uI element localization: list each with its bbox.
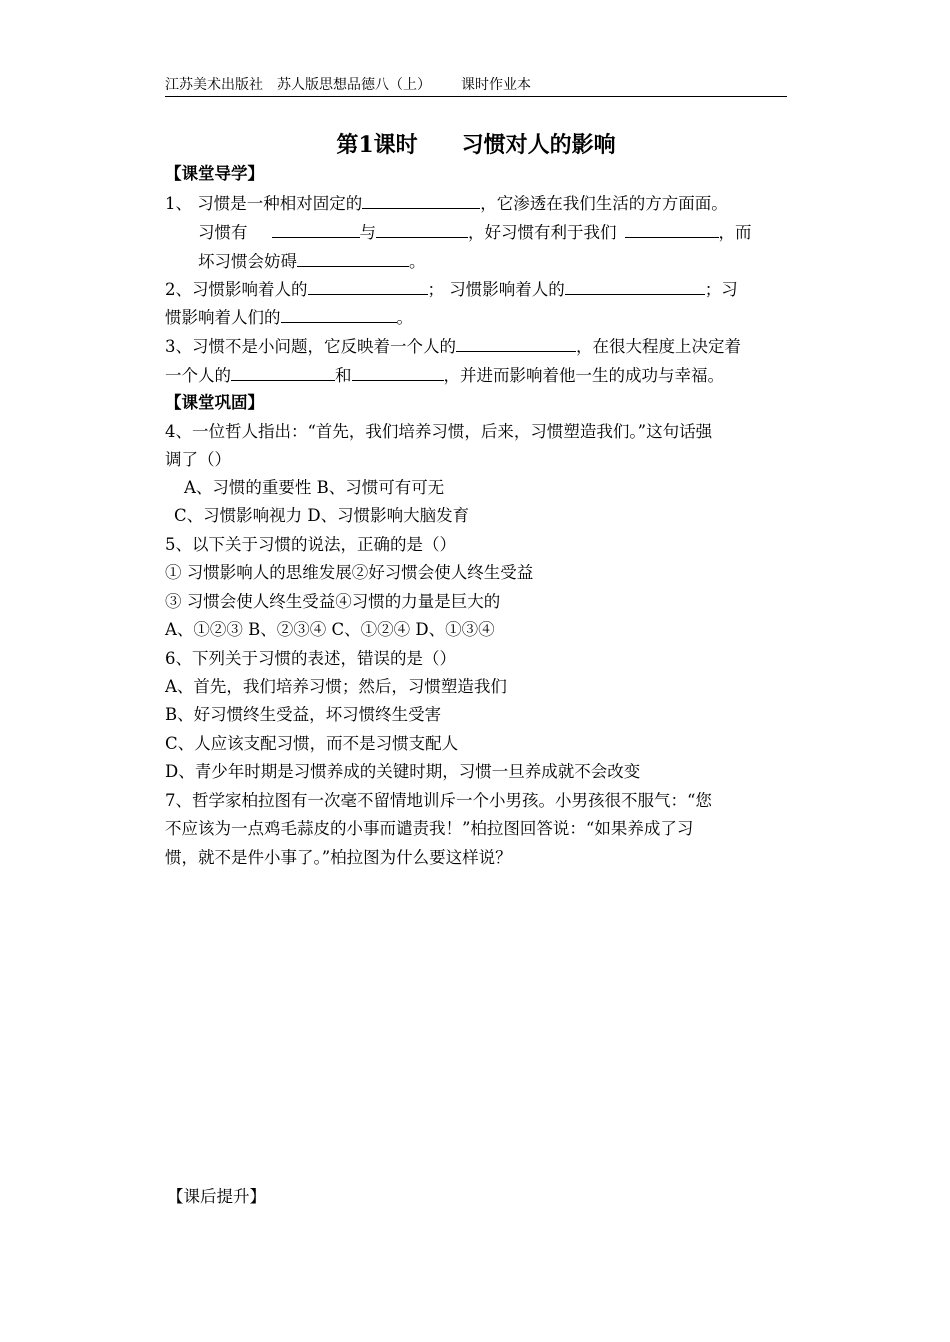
q1-text-g: 坏习惯会妨碍 bbox=[198, 252, 297, 271]
fill-blank[interactable] bbox=[308, 278, 428, 295]
fill-blank[interactable] bbox=[456, 335, 576, 352]
question-6-option-d: D、青少年时期是习惯养成的关键时期，习惯一旦养成就不会改变 bbox=[165, 762, 641, 781]
question-3-line-2 bbox=[165, 364, 791, 387]
section-consolidate: 【课堂巩固】 bbox=[165, 393, 264, 412]
lesson-number: 第1课时 bbox=[336, 132, 418, 158]
q1-text-c: 习惯有 bbox=[198, 223, 248, 242]
question-7-line-1: 7、哲学家柏拉图有一次毫不留情地训斥一个小男孩。小男孩很不服气：“您 bbox=[165, 791, 712, 810]
question-7-line-2: 不应该为一点鸡毛蒜皮的小事而谴责我！”柏拉图回答说：“如果养成了习 bbox=[165, 819, 694, 838]
header-series: 课时作业本 bbox=[461, 77, 531, 93]
question-4-line-1: 4、一位哲人指出：“首先，我们培养习惯，后来，习惯塑造我们。”这句话强 bbox=[165, 422, 713, 441]
fill-blank[interactable] bbox=[231, 364, 335, 381]
q3-text-c: 一个人的 bbox=[165, 366, 231, 385]
fill-blank[interactable] bbox=[272, 221, 360, 238]
question-4-options-1: A、习惯的重要性 B、习惯可有可无 bbox=[184, 478, 445, 497]
q2-text-a: 2、习惯影响着人的 bbox=[165, 280, 308, 299]
lesson-title bbox=[165, 130, 787, 160]
q2-text-e: 。 bbox=[396, 308, 413, 327]
question-6-line-1: 6、下列关于习惯的表述，错误的是（） bbox=[165, 649, 456, 668]
question-5-line-2: ① 习惯影响人的思维发展②好习惯会使人终生受益 bbox=[165, 563, 534, 582]
section-guide: 【课堂导学】 bbox=[165, 164, 264, 183]
q1-text-e: ，好习惯有利于我们 bbox=[468, 223, 617, 242]
fill-blank[interactable] bbox=[352, 364, 444, 381]
q1-text-d: 与 bbox=[359, 223, 376, 242]
q3-text-b: ，在很大程度上决定着 bbox=[576, 337, 741, 356]
fill-blank[interactable] bbox=[565, 278, 705, 295]
fill-blank[interactable] bbox=[625, 221, 719, 238]
fill-blank[interactable] bbox=[297, 250, 409, 267]
page-header bbox=[165, 76, 787, 97]
question-7-line-3: 惯，就不是件小事了。”柏拉图为什么要这样说？ bbox=[165, 848, 512, 867]
fill-blank[interactable] bbox=[281, 306, 397, 323]
q2-text-d: 惯影响着人们的 bbox=[165, 308, 281, 327]
question-3-line-1 bbox=[165, 335, 791, 358]
lesson-topic: 习惯对人的影响 bbox=[461, 132, 616, 158]
header-book: 苏人版思想品德八（上） bbox=[277, 77, 431, 93]
q2-text-c: ；习 bbox=[704, 280, 738, 299]
q3-text-e: ，并进而影响着他一生的成功与幸福。 bbox=[443, 366, 724, 385]
question-1-line-1 bbox=[165, 192, 791, 215]
q1-text-a: 1、 习惯是一种相对固定的 bbox=[165, 194, 363, 213]
question-2-line-1 bbox=[165, 278, 791, 301]
question-6-option-c: C、人应该支配习惯，而不是习惯支配人 bbox=[165, 734, 459, 753]
question-2-line-2 bbox=[165, 306, 791, 329]
question-1-line-2 bbox=[198, 221, 791, 244]
q2-text-b: ； 习惯影响着人的 bbox=[427, 280, 565, 299]
section-after: 【课后提升】 bbox=[167, 1187, 266, 1206]
q3-text-d: 和 bbox=[335, 366, 352, 385]
q3-text-a: 3、习惯不是小问题，它反映着一个人的 bbox=[165, 337, 456, 356]
question-5-line-1: 5、以下关于习惯的说法，正确的是（） bbox=[165, 535, 456, 554]
question-4-options-2: C、习惯影响视力 D、习惯影响大脑发育 bbox=[174, 506, 470, 525]
fill-blank[interactable] bbox=[376, 221, 468, 238]
question-6-option-b: B、好习惯终生受益，坏习惯终生受害 bbox=[165, 705, 442, 724]
header-publisher: 江苏美术出版社 bbox=[165, 77, 263, 93]
question-1-line-3 bbox=[198, 250, 791, 273]
q1-text-b: ，它渗透在我们生活的方方面面。 bbox=[480, 194, 728, 213]
question-5-options: A、①②③ B、②③④ C、①②④ D、①③④ bbox=[165, 620, 495, 639]
question-5-line-3: ③ 习惯会使人终生受益④习惯的力量是巨大的 bbox=[165, 592, 501, 611]
fill-blank[interactable] bbox=[362, 192, 480, 209]
q1-text-h: 。 bbox=[409, 252, 426, 271]
question-6-option-a: A、首先，我们培养习惯；然后，习惯塑造我们 bbox=[165, 677, 507, 696]
question-4-line-2: 调了（） bbox=[165, 450, 231, 469]
q1-text-f: ，而 bbox=[718, 223, 752, 242]
